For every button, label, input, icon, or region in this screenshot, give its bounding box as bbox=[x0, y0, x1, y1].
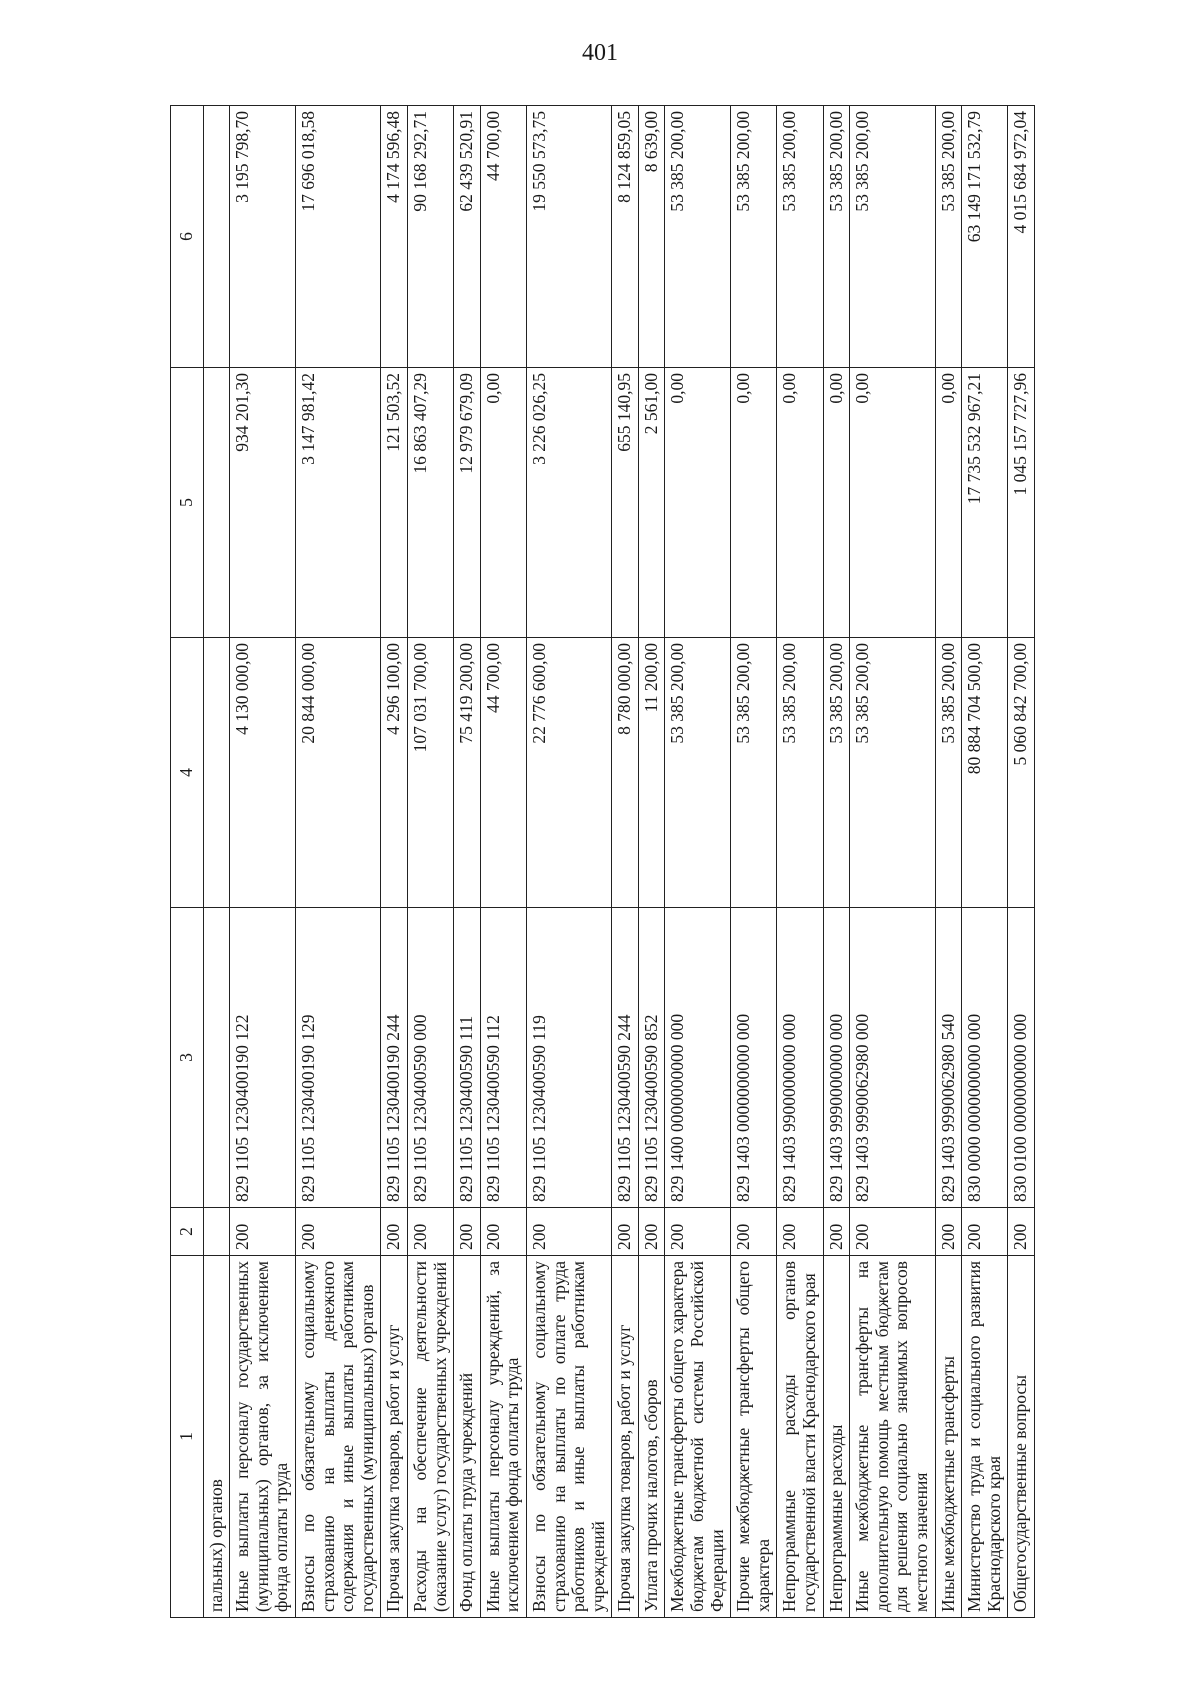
table-row bbox=[480, 106, 526, 1618]
row-description: Взносы по обязательному социальному страхованию на выплаты денежного содержания и иные выплаты работникам государственных (муниципальных) органов bbox=[295, 1256, 380, 1618]
row-col2: 200 bbox=[407, 1208, 453, 1256]
row-budget-code: 830 0000 0000000000 000 bbox=[962, 908, 1008, 1208]
row-col6-value: 53 385 200,00 bbox=[665, 106, 731, 368]
row-col2: 200 bbox=[381, 1208, 408, 1256]
row-col5-value: 0,00 bbox=[777, 368, 823, 638]
row-col4-value: 4 130 000,00 bbox=[230, 638, 296, 908]
row-col5-value: 121 503,52 bbox=[381, 368, 408, 638]
row-description: Фонд оплаты труда учреждений bbox=[454, 1256, 481, 1618]
row-col4-value: 44 700,00 bbox=[480, 638, 526, 908]
row-col2: 200 bbox=[526, 1208, 611, 1256]
row-budget-code: 829 1105 1230400190 122 bbox=[230, 908, 296, 1208]
row-col5-value: 655 140,95 bbox=[612, 368, 639, 638]
row-col6-value: 53 385 200,00 bbox=[731, 106, 777, 368]
row-description: Непрограммные расходы органов государственной власти Краснодарского края bbox=[777, 1256, 823, 1618]
row-col2: 200 bbox=[665, 1208, 731, 1256]
header-cell: 5 bbox=[171, 368, 204, 638]
row-description: Иные межбюджетные трансферты на дополнительную помощь местным бюджетам для решения социально значимых вопросов местного значения bbox=[850, 1256, 935, 1618]
table-row bbox=[777, 106, 823, 1618]
row-description: Прочая закупка товаров, работ и услуг bbox=[381, 1256, 408, 1618]
row-col5-value: 0,00 bbox=[665, 368, 731, 638]
row-col4-value: 80 884 704 500,00 bbox=[962, 638, 1008, 908]
table-row bbox=[454, 106, 481, 1618]
row-budget-code: 829 1403 9900000000 000 bbox=[777, 908, 823, 1208]
row-col5-value: 17 735 532 967,21 bbox=[962, 368, 1008, 638]
row-col6-value: 4 015 684 972,04 bbox=[1008, 106, 1035, 368]
row-col4-value: 8 780 000,00 bbox=[612, 638, 639, 908]
row-col5-value: 0,00 bbox=[480, 368, 526, 638]
row-col5-value: 0,00 bbox=[823, 368, 850, 638]
row-description: Взносы по обязательному социальному страхованию на выплаты по оплате труда работников и иные выплаты работникам учреждений bbox=[526, 1256, 611, 1618]
row-col5-value: 16 863 407,29 bbox=[407, 368, 453, 638]
table-row bbox=[962, 106, 1008, 1618]
row-col6-value: 53 385 200,00 bbox=[777, 106, 823, 368]
row-col6-value: 62 439 520,91 bbox=[454, 106, 481, 368]
row-col6-value: 53 385 200,00 bbox=[850, 106, 935, 368]
row-budget-code: 829 1403 0000000000 000 bbox=[731, 908, 777, 1208]
row-col4-value: 53 385 200,00 bbox=[850, 638, 935, 908]
row-col4-value: 20 844 000,00 bbox=[295, 638, 380, 908]
row-description: Прочие межбюджетные трансферты общего характера bbox=[731, 1256, 777, 1618]
row-description: Министерство труда и социального развития Краснодарского края bbox=[962, 1256, 1008, 1618]
table-row bbox=[612, 106, 639, 1618]
row-budget-code: 829 1105 1230400590 119 bbox=[526, 908, 611, 1208]
row-col5-value: 1 045 157 727,96 bbox=[1008, 368, 1035, 638]
row-col4-value: 107 031 700,00 bbox=[407, 638, 453, 908]
budget-table bbox=[170, 105, 1035, 1618]
row-col2: 200 bbox=[935, 1208, 962, 1256]
row-col6-value bbox=[203, 106, 230, 368]
row-description: пальных) органов bbox=[203, 1256, 230, 1618]
header-cell: 1 bbox=[171, 1256, 204, 1618]
table-row bbox=[638, 106, 665, 1618]
header-row bbox=[171, 106, 204, 1618]
table-body bbox=[203, 106, 1034, 1618]
row-col5-value: 0,00 bbox=[731, 368, 777, 638]
row-col5-value: 0,00 bbox=[935, 368, 962, 638]
row-col6-value: 8 124 859,05 bbox=[612, 106, 639, 368]
row-col5-value: 0,00 bbox=[850, 368, 935, 638]
table-row bbox=[731, 106, 777, 1618]
row-col4-value bbox=[203, 638, 230, 908]
row-col6-value: 17 696 018,58 bbox=[295, 106, 380, 368]
row-col4-value: 53 385 200,00 bbox=[935, 638, 962, 908]
row-description: Уплата прочих налогов, сборов bbox=[638, 1256, 665, 1618]
row-description: Непрограммные расходы bbox=[823, 1256, 850, 1618]
row-col4-value: 53 385 200,00 bbox=[777, 638, 823, 908]
row-budget-code: 829 1105 1230400590 000 bbox=[407, 908, 453, 1208]
row-col6-value: 4 174 596,48 bbox=[381, 106, 408, 368]
row-col2: 200 bbox=[823, 1208, 850, 1256]
row-col2: 200 bbox=[454, 1208, 481, 1256]
row-col6-value: 8 639,00 bbox=[638, 106, 665, 368]
row-budget-code: 829 1105 1230400590 112 bbox=[480, 908, 526, 1208]
row-budget-code: 829 1403 9990000000 000 bbox=[823, 908, 850, 1208]
header-cell: 2 bbox=[171, 1208, 204, 1256]
row-col2: 200 bbox=[480, 1208, 526, 1256]
row-budget-code: 830 0100 0000000000 000 bbox=[1008, 908, 1035, 1208]
row-budget-code: 829 1403 9990062980 000 bbox=[850, 908, 935, 1208]
table-row bbox=[935, 106, 962, 1618]
row-description: Межбюджетные трансферты общего характера бюджетам бюджетной системы Российской Федерации bbox=[665, 1256, 731, 1618]
table-row bbox=[823, 106, 850, 1618]
row-budget-code: 829 1400 0000000000 000 bbox=[665, 908, 731, 1208]
row-col6-value: 19 550 573,75 bbox=[526, 106, 611, 368]
row-col5-value: 3 147 981,42 bbox=[295, 368, 380, 638]
row-budget-code: 829 1105 1230400590 244 bbox=[612, 908, 639, 1208]
row-description: Иные выплаты персоналу учреждений, за исключением фонда оплаты труда bbox=[480, 1256, 526, 1618]
row-description: Иные выплаты персоналу государственных (муниципальных) органов, за исключением фонда оплаты труда bbox=[230, 1256, 296, 1618]
row-col2: 200 bbox=[638, 1208, 665, 1256]
row-col2: 200 bbox=[230, 1208, 296, 1256]
table-row bbox=[665, 106, 731, 1618]
row-col6-value: 63 149 171 532,79 bbox=[962, 106, 1008, 368]
table-row bbox=[381, 106, 408, 1618]
row-col5-value: 3 226 026,25 bbox=[526, 368, 611, 638]
row-col4-value: 53 385 200,00 bbox=[823, 638, 850, 908]
row-col4-value: 53 385 200,00 bbox=[665, 638, 731, 908]
table-row bbox=[526, 106, 611, 1618]
row-col6-value: 3 195 798,70 bbox=[230, 106, 296, 368]
row-col2: 200 bbox=[295, 1208, 380, 1256]
table-row bbox=[407, 106, 453, 1618]
row-col2: 200 bbox=[850, 1208, 935, 1256]
row-col4-value: 4 296 100,00 bbox=[381, 638, 408, 908]
row-col2: 200 bbox=[612, 1208, 639, 1256]
row-col5-value bbox=[203, 368, 230, 638]
table-row bbox=[295, 106, 380, 1618]
row-col4-value: 11 200,00 bbox=[638, 638, 665, 908]
row-description: Прочая закупка товаров, работ и услуг bbox=[612, 1256, 639, 1618]
row-col4-value: 53 385 200,00 bbox=[731, 638, 777, 908]
row-budget-code: 829 1105 1230400590 111 bbox=[454, 908, 481, 1208]
row-budget-code: 829 1403 9990062980 540 bbox=[935, 908, 962, 1208]
header-cell: 6 bbox=[171, 106, 204, 368]
row-col2: 200 bbox=[1008, 1208, 1035, 1256]
row-budget-code bbox=[203, 908, 230, 1208]
row-col5-value: 934 201,30 bbox=[230, 368, 296, 638]
row-budget-code: 829 1105 1230400190 129 bbox=[295, 908, 380, 1208]
row-description: Иные межбюджетные трансферты bbox=[935, 1256, 962, 1618]
rotated-table-wrapper bbox=[170, 106, 1050, 1618]
table-row bbox=[1008, 106, 1035, 1618]
row-col4-value: 5 060 842 700,00 bbox=[1008, 638, 1035, 908]
row-col4-value: 75 419 200,00 bbox=[454, 638, 481, 908]
row-col4-value: 22 776 600,00 bbox=[526, 638, 611, 908]
row-col2: 200 bbox=[731, 1208, 777, 1256]
table-row bbox=[203, 106, 230, 1618]
header-cell: 4 bbox=[171, 638, 204, 908]
row-col2: 200 bbox=[777, 1208, 823, 1256]
row-col5-value: 2 561,00 bbox=[638, 368, 665, 638]
row-col5-value: 12 979 679,09 bbox=[454, 368, 481, 638]
row-col6-value: 53 385 200,00 bbox=[823, 106, 850, 368]
row-col6-value: 53 385 200,00 bbox=[935, 106, 962, 368]
row-col2 bbox=[203, 1208, 230, 1256]
page-number: 401 bbox=[582, 40, 618, 66]
row-col2: 200 bbox=[962, 1208, 1008, 1256]
row-budget-code: 829 1105 1230400590 852 bbox=[638, 908, 665, 1208]
row-col6-value: 44 700,00 bbox=[480, 106, 526, 368]
row-description: Расходы на обеспечение деятельности (оказание услуг) государственных учреждений bbox=[407, 1256, 453, 1618]
header-cell: 3 bbox=[171, 908, 204, 1208]
table-row bbox=[230, 106, 296, 1618]
row-budget-code: 829 1105 1230400190 244 bbox=[381, 908, 408, 1208]
row-description: Общегосударственные вопросы bbox=[1008, 1256, 1035, 1618]
row-col6-value: 90 168 292,71 bbox=[407, 106, 453, 368]
table-row bbox=[850, 106, 935, 1618]
